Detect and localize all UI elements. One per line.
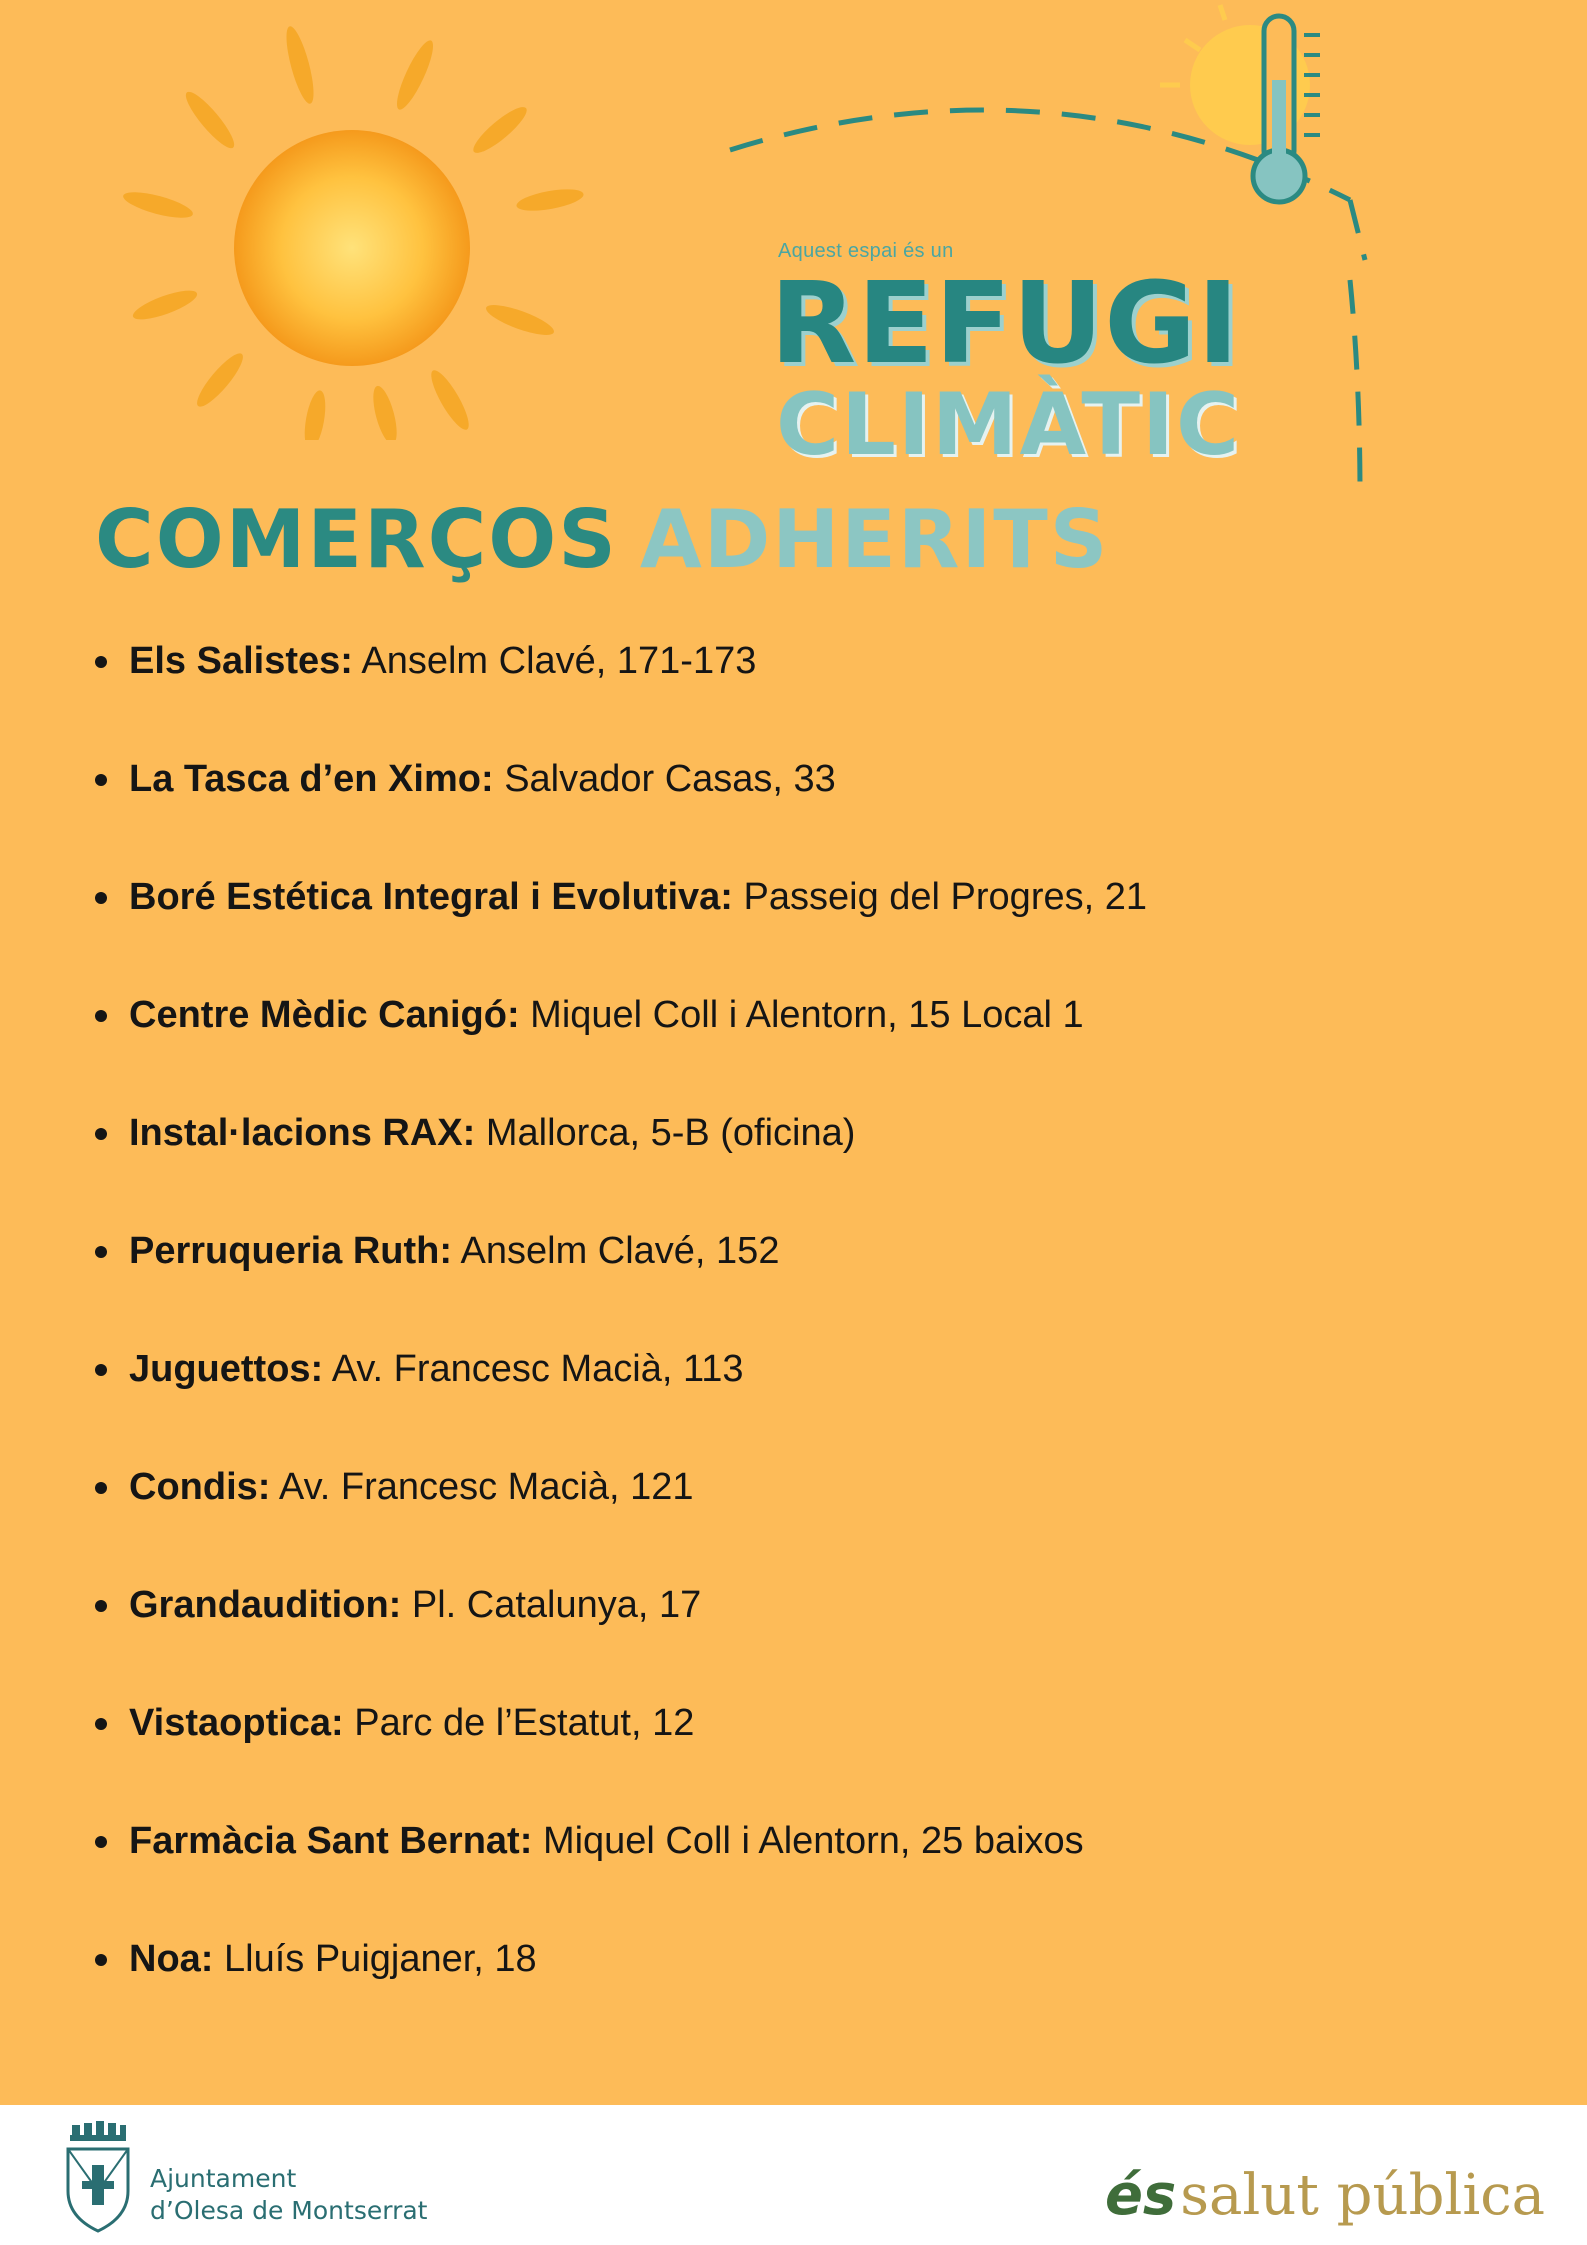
ajuntament-line2: d’Olesa de Montserrat (150, 2196, 428, 2225)
business-name: Perruqueria Ruth: (129, 1230, 453, 1272)
bullet-icon (95, 1364, 107, 1376)
footer (0, 2105, 1587, 2245)
title-refugi: REFUGI (770, 259, 1240, 389)
list-item (95, 1816, 1495, 1934)
tagline: Aquest espai és un (778, 240, 954, 262)
title-climatic: CLIMÀTIC (776, 375, 1242, 475)
business-address: Parc de l’Estatut, 12 (354, 1702, 695, 1744)
bullet-icon (95, 656, 107, 668)
bullet-icon (95, 1482, 107, 1494)
list-item (95, 872, 1495, 990)
list-item (95, 1226, 1495, 1344)
bullet-icon (95, 1128, 107, 1140)
business-name: Grandaudition: (129, 1584, 402, 1626)
business-address: Miquel Coll i Alentorn, 25 baixos (542, 1820, 1084, 1862)
bullet-icon (95, 1600, 107, 1612)
business-name: Boré Estética Integral i Evolutiva: (129, 876, 733, 918)
bullet-icon (95, 1010, 107, 1022)
business-name: La Tasca d’en Ximo: (129, 758, 494, 800)
list-item (95, 1344, 1495, 1462)
business-address: Passeig del Progres, 21 (743, 876, 1147, 918)
business-address: Lluís Puigjaner, 18 (224, 1938, 537, 1980)
business-name: Instal·lacions RAX: (129, 1112, 476, 1154)
bullet-icon (95, 774, 107, 786)
list-item (95, 1934, 1495, 2052)
heading-comercos: COMERÇOS (95, 493, 618, 586)
business-address: Av. Francesc Macià, 113 (331, 1348, 744, 1390)
business-name: Els Salistes: (129, 640, 353, 682)
business-address: Anselm Clavé, 152 (460, 1230, 780, 1272)
sun-icon (120, 20, 600, 440)
business-address: Miquel Coll i Alentorn, 15 Local 1 (530, 994, 1084, 1036)
brand-es: és (1104, 2163, 1177, 2228)
bullet-icon (95, 1718, 107, 1730)
business-address: Anselm Clavé, 171-173 (361, 640, 757, 682)
list-item (95, 1108, 1495, 1226)
business-name: Farmàcia Sant Bernat: (129, 1820, 533, 1862)
brand-salut-publica: salut pública (1180, 2163, 1545, 2228)
bullet-icon (95, 1246, 107, 1258)
list-item (95, 990, 1495, 1108)
business-address: Salvador Casas, 33 (504, 758, 836, 800)
salut-publica-logo (1105, 2165, 1545, 2226)
bullet-icon (95, 1836, 107, 1848)
ajuntament-name (150, 2163, 427, 2227)
section-heading (95, 490, 1109, 590)
list-item (95, 754, 1495, 872)
business-address: Pl. Catalunya, 17 (411, 1584, 702, 1626)
business-name: Vistaoptica: (129, 1702, 344, 1744)
ajuntament-line1: Ajuntament (150, 2164, 297, 2193)
list-item (95, 1462, 1495, 1580)
business-address: Av. Francesc Macià, 121 (278, 1466, 694, 1508)
list-item (95, 1580, 1495, 1698)
list-item (95, 1698, 1495, 1816)
heading-adherits: ADHERITS (639, 493, 1110, 586)
business-name: Noa: (129, 1938, 214, 1980)
list-item (95, 636, 1495, 754)
business-name: Centre Mèdic Canigó: (129, 994, 520, 1036)
business-address: Mallorca, 5-B (oficina) (485, 1112, 856, 1154)
business-list (95, 636, 1495, 2052)
business-name: Condis: (129, 1466, 271, 1508)
municipal-crest-icon (62, 2121, 134, 2233)
business-name: Juguettos: (129, 1348, 324, 1390)
bullet-icon (95, 892, 107, 904)
bullet-icon (95, 1954, 107, 1966)
